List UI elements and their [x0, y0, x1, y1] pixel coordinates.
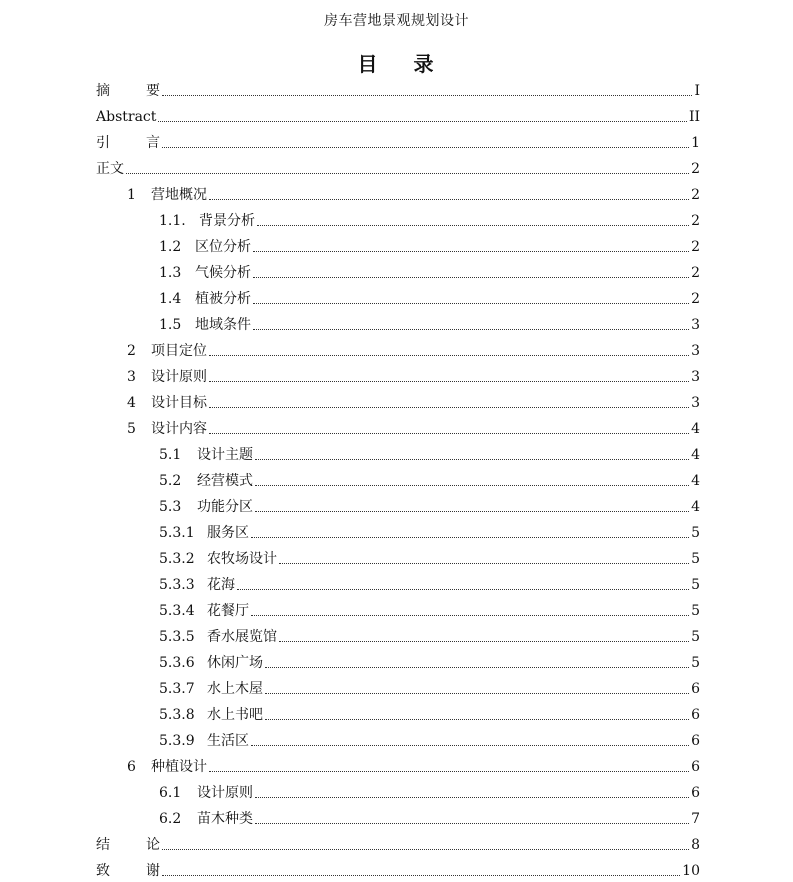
toc-entry-label: 功能分区: [197, 499, 253, 515]
toc-entry-5-3-1[interactable]: [159, 522, 700, 544]
toc-entry-label: 花海: [207, 577, 235, 593]
toc-entry-5-3-5[interactable]: [159, 626, 700, 648]
toc-entry-4[interactable]: [127, 392, 700, 414]
toc-entry-label: 摘 要: [96, 83, 160, 99]
toc-entry-3[interactable]: [127, 366, 700, 388]
toc-leader-dots: [265, 693, 689, 694]
toc-entry-page: 1: [691, 135, 700, 151]
toc-title-right: 录: [413, 52, 436, 76]
toc-entry-label: 香水展览馆: [207, 629, 277, 645]
toc-entry-page: 2: [691, 213, 700, 229]
toc-leader-dots: [162, 875, 680, 876]
toc-entry-5-3-9[interactable]: [159, 730, 700, 752]
toc-entry-page: 3: [691, 317, 700, 333]
toc-entry-page: 5: [691, 525, 700, 541]
toc-entry-5-3-2[interactable]: [159, 548, 700, 570]
toc-entry-page: 2: [691, 265, 700, 281]
toc-entry-2[interactable]: [127, 340, 700, 362]
toc-leader-dots: [162, 147, 689, 148]
toc-entry-1-1[interactable]: [159, 210, 700, 232]
toc-entry-page: 4: [691, 473, 700, 489]
toc-entry-acknowledgements[interactable]: [96, 860, 700, 882]
toc-entry-page: II: [688, 109, 700, 125]
toc-entry-page: 8: [691, 837, 700, 853]
toc-leader-dots: [209, 355, 689, 356]
toc-entry-page: 2: [691, 239, 700, 255]
toc-entry-page: 5: [691, 577, 700, 593]
toc-entry-number: 5: [127, 421, 136, 437]
toc-leader-dots: [251, 745, 689, 746]
toc-entry-label: 区位分析: [195, 239, 251, 255]
toc-entry-page: 3: [691, 369, 700, 385]
toc-leader-dots: [209, 407, 689, 408]
toc-leader-dots: [279, 563, 689, 564]
toc-entry-label: Abstract: [96, 109, 157, 125]
toc-entry-number: 1.3: [159, 265, 182, 281]
toc-entry-number: 5.3.2: [159, 551, 195, 567]
toc-entry-page: 2: [691, 291, 700, 307]
toc-entry-number: 2: [127, 343, 136, 359]
toc-leader-dots: [255, 823, 689, 824]
toc-leader-dots: [251, 537, 689, 538]
toc-leader-dots: [209, 433, 689, 434]
running-header: 房车营地景观规划设计: [324, 13, 469, 29]
toc-entry-5-2[interactable]: [159, 470, 700, 492]
toc-entry-label: 营地概况: [151, 187, 207, 203]
toc-leader-dots: [209, 771, 689, 772]
toc-entry-label: 正文: [96, 161, 124, 177]
toc-title-left: 目: [357, 52, 380, 76]
toc-entry-6-2[interactable]: [159, 808, 700, 830]
toc-entry-page: 2: [691, 187, 700, 203]
toc-entry-5[interactable]: [127, 418, 700, 440]
toc-entry-number: 1.4: [159, 291, 182, 307]
toc-entry-number: 5.3.7: [159, 681, 195, 697]
toc-leader-dots: [253, 303, 689, 304]
toc-entry-label: 设计原则: [151, 369, 207, 385]
toc-entry-page: 4: [691, 447, 700, 463]
toc-leader-dots: [158, 121, 687, 122]
toc-entry-number: 1.1.: [159, 213, 186, 229]
toc-entry-6-1[interactable]: [159, 782, 700, 804]
toc-entry-page: 5: [691, 655, 700, 671]
toc-entry-label: 气候分析: [195, 265, 251, 281]
toc-entry-number: 5.3.1: [159, 525, 195, 541]
toc-entry-page: 10: [682, 863, 700, 879]
toc-entry-5-3-7[interactable]: [159, 678, 700, 700]
toc-entry-label: 结 论: [96, 837, 160, 853]
toc-entry-label: 苗木种类: [197, 811, 253, 827]
toc-entry-label: 农牧场设计: [207, 551, 277, 567]
toc-leader-dots: [209, 199, 689, 200]
toc-entry-label: 服务区: [207, 525, 249, 541]
toc-entry-page: 4: [691, 421, 700, 437]
toc-leader-dots: [126, 173, 689, 174]
toc-entry-label: 经营模式: [197, 473, 253, 489]
toc-entry-abstract-cn[interactable]: [96, 80, 700, 102]
toc-entry-5-3[interactable]: [159, 496, 700, 518]
toc-entry-label: 设计主题: [197, 447, 253, 463]
toc-entry-label: 项目定位: [151, 343, 207, 359]
toc-entry-1-5[interactable]: [159, 314, 700, 336]
toc-entry-number: 5.3.6: [159, 655, 195, 671]
toc-entry-number: 5.3.4: [159, 603, 195, 619]
toc-entry-page: 5: [691, 603, 700, 619]
toc-entry-abstract-en[interactable]: [96, 106, 700, 128]
toc-entry-page: 6: [691, 707, 700, 723]
toc-entry-number: 3: [127, 369, 136, 385]
toc-entry-number: 5.3.9: [159, 733, 195, 749]
toc-entry-number: 5.1: [159, 447, 182, 463]
toc-entry-number: 1.5: [159, 317, 182, 333]
toc-entry-number: 5.3.8: [159, 707, 195, 723]
toc-entry-page: 7: [691, 811, 700, 827]
toc-entry-label: 设计原则: [197, 785, 253, 801]
toc-leader-dots: [253, 329, 689, 330]
toc-leader-dots: [257, 225, 689, 226]
toc-entry-1-3[interactable]: [159, 262, 700, 284]
toc-entry-conclusion[interactable]: [96, 834, 700, 856]
toc-entry-page: 3: [691, 395, 700, 411]
toc-entry-1-2[interactable]: [159, 236, 700, 258]
toc-leader-dots: [265, 667, 689, 668]
toc-leader-dots: [209, 381, 689, 382]
toc-entry-number: 5.3: [159, 499, 182, 515]
toc-entry-introduction[interactable]: [96, 132, 700, 154]
toc-entry-5-1[interactable]: [159, 444, 700, 466]
toc-leader-dots: [237, 589, 689, 590]
toc-leader-dots: [253, 251, 689, 252]
toc-entry-number: 6.1: [159, 785, 182, 801]
toc-entry-main-text[interactable]: [96, 158, 700, 180]
toc-leader-dots: [279, 641, 689, 642]
toc-title: [0, 48, 793, 77]
toc-entry-5-3-6[interactable]: [159, 652, 700, 674]
toc-entry-label: 地域条件: [195, 317, 251, 333]
toc-entry-number: 6: [127, 759, 136, 775]
toc-entry-5-3-4[interactable]: [159, 600, 700, 622]
toc-entry-number: 1: [127, 187, 136, 203]
toc-entry-page: 4: [691, 499, 700, 515]
toc-leader-dots: [251, 615, 689, 616]
toc-entry-label: 水上木屋: [207, 681, 263, 697]
toc-entry-number: 5.3.5: [159, 629, 195, 645]
toc-entry-page: 2: [691, 161, 700, 177]
toc-leader-dots: [265, 719, 689, 720]
toc-entry-label: 致 谢: [96, 863, 160, 879]
toc-entry-label: 引 言: [96, 135, 160, 151]
toc-entry-6[interactable]: [127, 756, 700, 778]
toc-entry-page: 6: [691, 733, 700, 749]
toc-entry-number: 5.3.3: [159, 577, 195, 593]
toc-entry-page: I: [694, 83, 700, 99]
toc-leader-dots: [255, 511, 689, 512]
toc-entry-label: 生活区: [207, 733, 249, 749]
toc-leader-dots: [255, 797, 689, 798]
toc-leader-dots: [253, 277, 689, 278]
toc-entry-page: 5: [691, 551, 700, 567]
toc-entry-page: 6: [691, 681, 700, 697]
toc-entry-label: 花餐厅: [207, 603, 249, 619]
toc-entry-number: 4: [127, 395, 136, 411]
toc-entry-page: 6: [691, 759, 700, 775]
toc-entry-label: 背景分析: [199, 213, 255, 229]
toc-entry-label: 种植设计: [151, 759, 207, 775]
toc-entry-5-3-8[interactable]: [159, 704, 700, 726]
toc-leader-dots: [255, 459, 689, 460]
toc-entry-label: 水上书吧: [207, 707, 263, 723]
toc-entry-number: 1.2: [159, 239, 182, 255]
toc-entry-1[interactable]: [127, 184, 700, 206]
toc-entry-label: 植被分析: [195, 291, 251, 307]
toc-entry-label: 设计内容: [151, 421, 207, 437]
toc-entry-1-4[interactable]: [159, 288, 700, 310]
toc-entry-page: 6: [691, 785, 700, 801]
toc-entry-label: 休闲广场: [207, 655, 263, 671]
toc-leader-dots: [255, 485, 689, 486]
toc-entry-page: 3: [691, 343, 700, 359]
toc-leader-dots: [162, 849, 689, 850]
toc-entry-number: 5.2: [159, 473, 182, 489]
toc-entry-page: 5: [691, 629, 700, 645]
toc-leader-dots: [162, 95, 692, 96]
toc-entry-number: 6.2: [159, 811, 182, 827]
toc-entry-5-3-3[interactable]: [159, 574, 700, 596]
toc-entry-label: 设计目标: [151, 395, 207, 411]
